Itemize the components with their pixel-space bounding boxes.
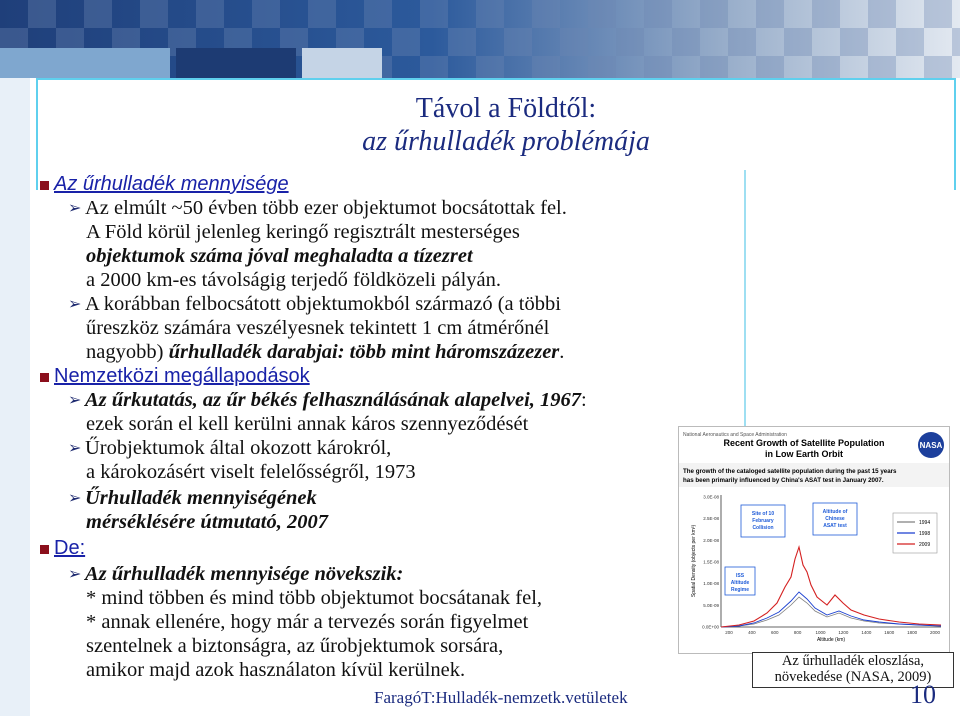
text-line: Űrobjektumok által okozott károkról,: [85, 437, 392, 459]
section-bullet: [40, 373, 49, 382]
page-number: 10: [910, 680, 936, 709]
text-span-emph: űrhulladék darabjai: több mint háromszázezer: [168, 341, 560, 363]
x-tick-label: 200: [725, 630, 733, 635]
text-line: Az elmúlt ~50 évben több ezer objektumot bocsátottak fel.: [85, 197, 567, 219]
bullet-line: [68, 486, 317, 510]
arrow-bullet-icon: ➢: [68, 198, 82, 217]
x-tick-label: 1600: [884, 630, 895, 635]
text-line: amikor majd azok használaton kívül kerülnek.: [86, 659, 466, 681]
text-line: mérséklésére útmutató, 2007: [86, 511, 329, 533]
x-tick-labels: [725, 630, 940, 635]
legend-1998: 1998: [919, 531, 931, 537]
footer-text: FaragóT:Hulladék-nemzetk.vetületek: [374, 688, 628, 707]
x-tick-label: 800: [793, 630, 802, 635]
x-tick-label: 600: [771, 630, 779, 635]
chart-title-1: Recent Growth of Satellite Population: [723, 438, 885, 448]
annotation-collision: Site of 10 February Collision: [751, 511, 775, 531]
text-line: űreszköz számára veszélyesnek tekintett 1 cm átmérőnél: [86, 317, 550, 339]
arrow-bullet-icon: ➢: [68, 390, 82, 409]
text-line: Űrhulladék mennyiségének: [85, 487, 317, 509]
x-tick-label: 1800: [907, 630, 918, 635]
text-line: objektumok száma jóval meghaladta a tízezret: [86, 245, 473, 267]
bullet-line: [68, 436, 391, 460]
curve-1998: [721, 592, 941, 627]
text-line: * annak ellenére, hogy már a tervezés során figyelmet: [86, 611, 529, 633]
y-axis-label: Spatial Density (objects per km³): [691, 524, 697, 598]
arrow-bullet-icon: ➢: [68, 564, 82, 583]
chart-desc-2: has been primarily influenced by China's ASAT test in January 2007.: [683, 477, 884, 484]
x-axis-label: Altitude (km): [816, 637, 846, 643]
left-stripe: [0, 78, 30, 716]
text-line: Az űrhulladék mennyisége növekszik:: [85, 563, 404, 585]
header-block-pale: [302, 48, 382, 78]
arrow-bullet-icon: ➢: [68, 488, 82, 507]
x-tick-label: 2000: [929, 630, 941, 635]
annotation-asat: Altitude of Chinese ASAT test: [822, 509, 848, 529]
y-tick-label: 5.0E-09: [703, 602, 719, 608]
title-line-1: Távol a Földtől:: [415, 93, 597, 124]
y-tick-label: 2.0E-08: [703, 537, 719, 543]
y-tick-label: 1.5E-08: [703, 559, 719, 565]
header-block-light: [0, 48, 170, 78]
legend-1994: 1994: [919, 520, 931, 526]
nasa-chart-image: [678, 426, 950, 654]
bullet-line: [68, 292, 561, 316]
bullet-line: [68, 388, 587, 412]
x-tick-label: 1200: [838, 630, 849, 635]
text-span-emph: Az űrkutatás, az űr békés felhasználásának alapelvei, 1967: [85, 389, 582, 411]
caption-line-2: növekedése (NASA, 2009): [774, 669, 932, 685]
y-tick-label: 2.5E-08: [703, 516, 719, 522]
panel-divider: [744, 170, 746, 440]
y-tick-labels: [702, 495, 719, 630]
section-heading-treaties: Nemzetközi megállapodások: [54, 365, 310, 387]
section-heading-but: De:: [54, 537, 86, 559]
section-heading-amount: Az űrhulladék mennyisége: [54, 173, 289, 195]
text-span: .: [559, 341, 565, 363]
text-line: a károkozásért viselt felelősségről, 1973: [86, 461, 416, 483]
slide-title: [300, 92, 712, 158]
x-tick-label: 400: [748, 630, 756, 635]
y-tick-label: 0.0E+00: [702, 624, 719, 630]
x-tick-label: 1400: [861, 630, 872, 635]
chart-svg: [679, 427, 949, 653]
x-tick-label: 1000: [815, 630, 826, 635]
legend-2009: 2009: [919, 542, 931, 548]
chart-agency-header: National Aeronautics and Space Administration: [683, 432, 787, 438]
y-tick-label: 3.0E-08: [703, 494, 719, 500]
text-line: A korábban felbocsátott objektumokból származó (a többi: [85, 293, 561, 315]
text-line: A Föld körül jelenleg keringő regisztrált mesterséges: [86, 221, 520, 243]
bullet-line: [68, 562, 403, 586]
text-span: :: [581, 389, 587, 411]
chart-desc-1: The growth of the cataloged satellite population during the past 15 years: [683, 468, 897, 475]
annotation-iss: ISS Altitude Regime: [730, 573, 750, 593]
arrow-bullet-icon: ➢: [68, 438, 82, 457]
y-tick-label: 1.0E-08: [703, 581, 719, 587]
chart-title-2: in Low Earth Orbit: [765, 449, 843, 459]
title-line-2: az űrhulladék problémája: [362, 126, 650, 157]
arrow-bullet-icon: ➢: [68, 294, 82, 313]
section-bullet: [40, 545, 49, 554]
text-line: a 2000 km-es távolságig terjedő földközeli pályán.: [86, 269, 502, 291]
text-line: szentelnek a biztonságra, az űrobjektumok sorsára,: [86, 635, 504, 657]
header-block-dark: [176, 48, 296, 78]
text-line: ezek során el kell kerülni annak káros szennyeződését: [86, 413, 529, 435]
nasa-logo-text: NASA: [919, 441, 943, 450]
section-bullet: [40, 181, 49, 190]
bullet-line: [68, 196, 567, 220]
text-line: [86, 340, 564, 364]
caption-line-1: Az űrhulladék eloszlása,: [781, 653, 925, 669]
text-line: * mind többen és mind több objektumot bocsátanak fel,: [86, 587, 543, 609]
text-span: nagyobb): [86, 341, 169, 363]
